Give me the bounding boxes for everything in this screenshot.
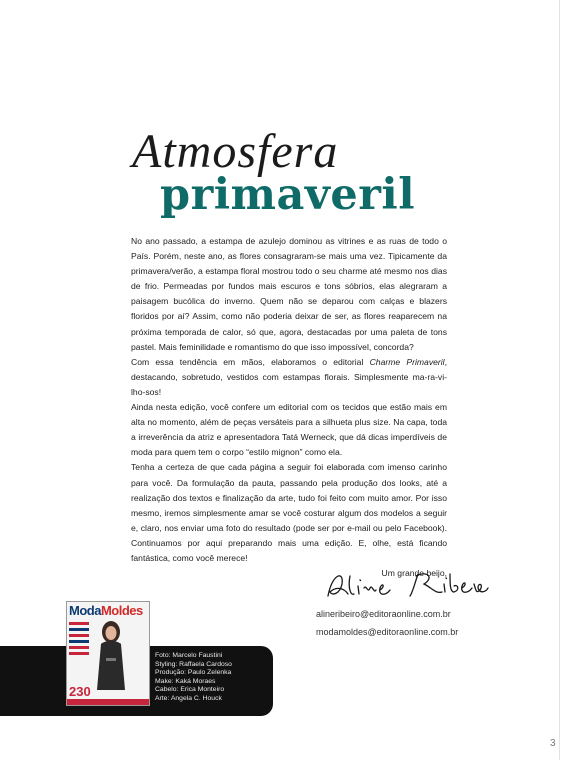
cover-masthead [69, 603, 143, 618]
cover-masthead-b: Moldes [100, 603, 143, 618]
editorial-body [131, 234, 447, 581]
email-aline[interactable]: alineribeiro@editoraonline.com.br [316, 609, 451, 619]
cover-headlines [69, 622, 89, 658]
credit-makeup: Make: Kaká Moraes [155, 677, 216, 685]
page-edge-line [559, 0, 560, 760]
paragraph-3: Ainda nesta edição, você confere um editorial com os tecidos que estão mais em alta no momento, além de peças versáteis para a silhueta plus size. Na capa, toda a irreverência da atriz e apresentadora Tatá Werneck, que dá dicas imperdíveis de moda para quem tem o corpo “estilo mignon” como ela. [131, 402, 447, 458]
paragraph-2-start: Com essa tendência em mãos, elaboramos o editorial [131, 356, 370, 367]
cover-masthead-a: Moda [69, 603, 101, 618]
cover-band [67, 699, 149, 705]
credit-art: Arte: Angela C. Houck [155, 694, 222, 702]
magazine-cover-thumbnail [66, 601, 150, 706]
signature-drawing [322, 566, 492, 604]
paragraph-2 [131, 355, 447, 400]
credit-hair: Cabelo: Erica Monteiro [155, 686, 225, 694]
credit-production: Produção: Paulo Zelenka [155, 669, 232, 677]
cover-model-image [91, 620, 131, 690]
photo-credits [155, 652, 232, 704]
credit-styling: Styling: Raffaela Cardoso [155, 660, 232, 668]
paragraph-2-end: , destacando, sobretudo, vestidos com estampas florais. Simplesmente ma-ra-vi-lho-sos! [131, 356, 447, 397]
signoff: Um grande beijo, [381, 568, 447, 579]
editorial-name: Charme Primaveril [369, 356, 445, 367]
page-number: 3 [550, 738, 556, 749]
headline-line-2: primaveril [160, 170, 416, 220]
headline-line-1: Atmosfera [132, 125, 339, 178]
paragraph-1: No ano passado, a estampa de azulejo dominou as vitrines e as ruas de todo o País. Porém, neste ano, as flores consagraram-se mais uma vez. Tipicamente da primavera/verão, a estampa floral mostrou todo o seu charme até mesmo nos dias de frio. Permeadas por fundos mais escuros e tons sóbrios, elas alegraram a paisagem bucólica do inverno. Quem não se deparou com calças e blazers floridos por aí? Assim, como não poderia deixar de ser, as flores reaparecem na próxima temporada de calor, só que, agora, destacadas por uma paleta de tons pastel. Mais feminilidade e romantismo do que isso impossível, concorda? [131, 236, 447, 352]
email-modamoldes[interactable]: modamoldes@editoraonline.com.br [316, 627, 459, 637]
handwritten-signature [322, 566, 492, 604]
cover-number: 230 [69, 684, 91, 699]
paragraph-4: Tenha a certeza de que cada página a seguir foi elaborada com imenso carinho para você. Da formulação da pauta, passando pela produção dos looks, até a realização dos textos e finalização da arte, tudo foi feito com muito amor. Por isso mesmo, iremos simplesmente amar se você costurar algum dos modelos a seguir e, claro, nos enviar uma foto do resultado (pode ser por e-mail ou pelo Facebook). Continuamos por aqui preparando mais uma edição. E, olhe, está ficando fantástica, como você merece! [131, 462, 447, 563]
credit-photo: Foto: Marcelo Faustini [155, 652, 223, 659]
